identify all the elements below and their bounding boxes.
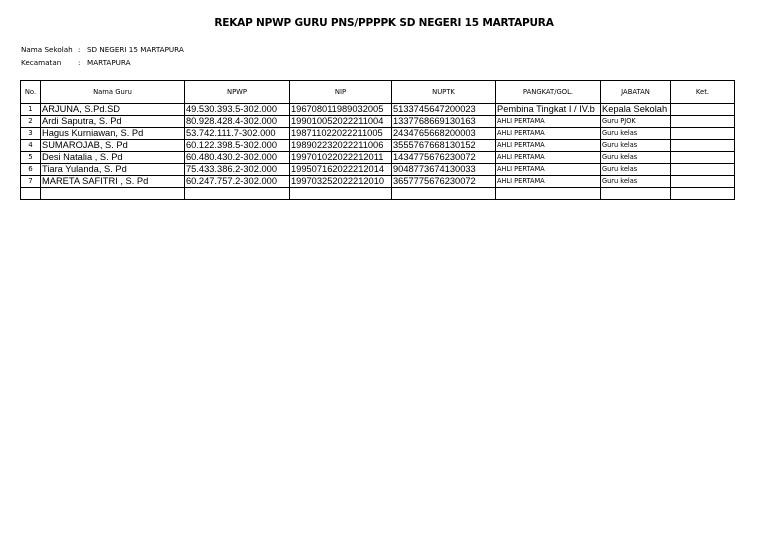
cell-nuptk: 3555767668130152 xyxy=(392,140,496,152)
cell-nuptk: 1337768669130163 xyxy=(392,116,496,128)
cell-npwp: 60.480.430.2-302.000 xyxy=(185,152,290,164)
cell-pangkat: AHLI PERTAMA xyxy=(496,176,601,188)
cell-no: 1 xyxy=(21,104,41,116)
header-ket: Ket. xyxy=(671,81,735,104)
cell-npwp: 60.122.398.5-302.000 xyxy=(185,140,290,152)
header-npwp: NPWP xyxy=(185,81,290,104)
cell-empty xyxy=(671,188,735,200)
table-row xyxy=(21,164,735,176)
cell-no: 5 xyxy=(21,152,41,164)
cell-jabatan: Kepala Sekolah xyxy=(601,104,671,116)
cell-nuptk: 2434765668200003 xyxy=(392,128,496,140)
cell-empty xyxy=(496,188,601,200)
header-pangkat: PANGKAT/GOL. xyxy=(496,81,601,104)
cell-ket xyxy=(671,104,735,116)
cell-no: 7 xyxy=(21,176,41,188)
cell-jabatan: Guru kelas xyxy=(601,128,671,140)
cell-nuptk: 1434775676230072 xyxy=(392,152,496,164)
cell-nip: 198902232022211006 xyxy=(290,140,392,152)
header-nuptk: NUPTK xyxy=(392,81,496,104)
cell-nip: 199703252022212010 xyxy=(290,176,392,188)
cell-pangkat: AHLI PERTAMA xyxy=(496,140,601,152)
cell-no: 2 xyxy=(21,116,41,128)
cell-jabatan: Guru kelas xyxy=(601,140,671,152)
cell-npwp: 80.928.428.4-302.000 xyxy=(185,116,290,128)
cell-no: 6 xyxy=(21,164,41,176)
cell-empty xyxy=(601,188,671,200)
cell-nama: Desi Natalia , S. Pd xyxy=(41,152,185,164)
header-jabatan: JABATAN xyxy=(601,81,671,104)
cell-pangkat: AHLI PERTAMA xyxy=(496,152,601,164)
cell-nama: SUMAROJAB, S. Pd xyxy=(41,140,185,152)
district-value: MARTAPURA xyxy=(87,58,131,67)
cell-nip: 199701022022212011 xyxy=(290,152,392,164)
cell-nama: Tiara Yulanda, S. Pd xyxy=(41,164,185,176)
header-nama-guru: Nama Guru xyxy=(41,81,185,104)
cell-empty xyxy=(290,188,392,200)
cell-npwp: 60.247.757.2-302.000 xyxy=(185,176,290,188)
school-name-separator: : xyxy=(78,45,81,54)
cell-nama: MARETA SAFITRI , S. Pd xyxy=(41,176,185,188)
cell-empty xyxy=(41,188,185,200)
cell-ket xyxy=(671,152,735,164)
cell-pangkat: AHLI PERTAMA xyxy=(496,164,601,176)
cell-empty xyxy=(21,188,41,200)
cell-ket xyxy=(671,164,735,176)
cell-nama: ARJUNA, S.Pd.SD xyxy=(41,104,185,116)
cell-jabatan: Guru kelas xyxy=(601,176,671,188)
cell-nip: 198711022022211005 xyxy=(290,128,392,140)
cell-nip: 196708011989032005 xyxy=(290,104,392,116)
cell-ket xyxy=(671,176,735,188)
cell-ket xyxy=(671,140,735,152)
npwp-table xyxy=(20,80,735,200)
table-row xyxy=(21,104,735,116)
cell-ket xyxy=(671,116,735,128)
header-nip: NIP xyxy=(290,81,392,104)
table-row xyxy=(21,176,735,188)
school-name-row xyxy=(21,45,184,54)
table-row xyxy=(21,152,735,164)
school-name-label: Nama Sekolah xyxy=(21,45,73,54)
school-name-value: SD NEGERI 15 MARTAPURA xyxy=(87,45,184,54)
table-row xyxy=(21,140,735,152)
cell-no: 3 xyxy=(21,128,41,140)
cell-jabatan: Guru PJOK xyxy=(601,116,671,128)
cell-no: 4 xyxy=(21,140,41,152)
cell-empty xyxy=(185,188,290,200)
table-row xyxy=(21,116,735,128)
cell-npwp: 49.530.393.5-302.000 xyxy=(185,104,290,116)
cell-pangkat: AHLI PERTAMA xyxy=(496,116,601,128)
district-label: Kecamatan xyxy=(21,58,62,67)
table-row xyxy=(21,128,735,140)
cell-jabatan: Guru kelas xyxy=(601,164,671,176)
cell-nama: Hagus Kurniawan, S. Pd xyxy=(41,128,185,140)
cell-nama: Ardi Saputra, S. Pd xyxy=(41,116,185,128)
cell-pangkat: AHLI PERTAMA xyxy=(496,128,601,140)
cell-empty xyxy=(392,188,496,200)
table-row-empty xyxy=(21,188,735,200)
cell-nip: 199507162022212014 xyxy=(290,164,392,176)
cell-ket xyxy=(671,128,735,140)
district-separator: : xyxy=(78,58,81,67)
page-title: REKAP NPWP GURU PNS/PPPPK SD NEGERI 15 MARTAPURA xyxy=(214,17,554,29)
header-no: No. xyxy=(21,81,41,104)
cell-nuptk: 5133745647200023 xyxy=(392,104,496,116)
cell-npwp: 75.433.386.2-302.000 xyxy=(185,164,290,176)
district-row xyxy=(21,58,131,67)
cell-nuptk: 9048773674130033 xyxy=(392,164,496,176)
cell-nip: 199010052022211004 xyxy=(290,116,392,128)
table-header-row xyxy=(21,81,735,104)
cell-pangkat: Pembina Tingkat I / IV.b xyxy=(496,104,601,116)
cell-nuptk: 3657775676230072 xyxy=(392,176,496,188)
cell-jabatan: Guru kelas xyxy=(601,152,671,164)
cell-npwp: 53.742.111.7-302.000 xyxy=(185,128,290,140)
